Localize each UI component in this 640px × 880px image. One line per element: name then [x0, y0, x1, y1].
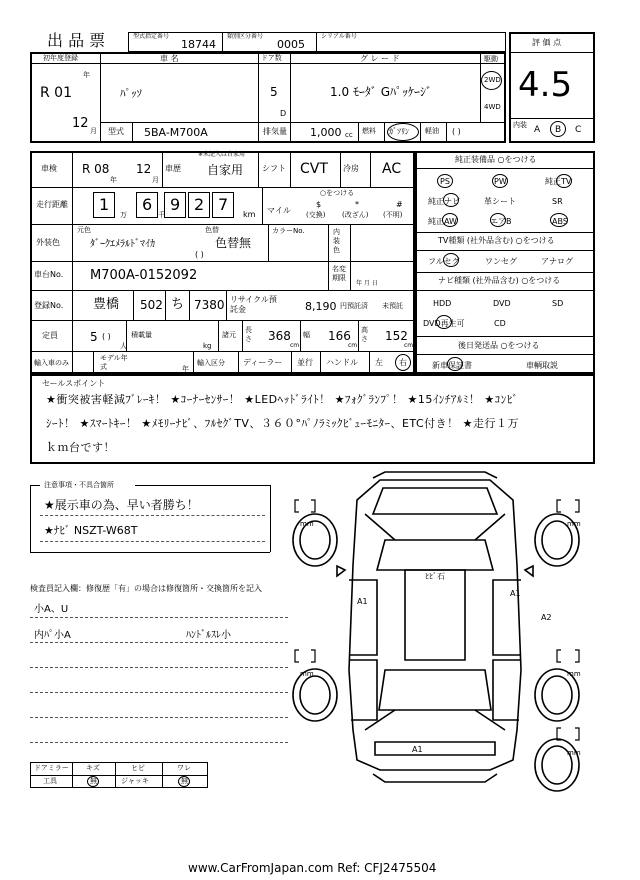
registration-number: 7380	[194, 298, 225, 312]
air-conditioning: AC	[382, 161, 402, 177]
car-name: ﾊﾟｯｿ	[120, 87, 142, 100]
first-registration-month: 12	[72, 116, 89, 131]
length: 368	[268, 329, 291, 343]
interior-grade-circle	[550, 121, 566, 137]
model-designation-number: 18744	[181, 38, 216, 51]
grade: 1.0 ﾓｰﾀﾞ Gﾊﾟｯｹｰｼﾞ	[330, 85, 433, 99]
note-line: ★ﾅﾋﾞ NSZT-W68T	[44, 524, 138, 537]
class-number: 0005	[277, 38, 305, 51]
footer-reference: www.CarFromJapan.com Ref: CFJ2475504	[188, 861, 437, 875]
damage-mark-right: A2	[541, 613, 552, 622]
inspector-note: 内ﾊﾟ小A	[34, 630, 71, 641]
inspection-expiry: R 08	[82, 162, 110, 176]
mileage-digit: 6	[142, 195, 153, 214]
chassis-number: M700A-0152092	[90, 268, 198, 283]
mileage-digit: 9	[170, 195, 181, 214]
drive-2wd-circle	[481, 71, 502, 90]
auction-grade: 4.5	[518, 65, 573, 105]
damage-mark-windshield: ﾋﾋﾞ石	[425, 572, 445, 581]
sales-point-line: ★衝突被害軽減ﾌﾞﾚｰｷ！ ★ｺｰﾅｰｾﾝｻｰ！ ★LEDﾍｯﾄﾞﾗｲﾄ！ ★ﾌｫｸﾞﾗﾝﾌﾟ！ ★15ｲﾝﾁｱﾙﾐ！ ★ｺﾝﾋﾞ	[46, 393, 519, 406]
door-count: 5	[270, 85, 278, 99]
recycle-fee: 8,190	[305, 300, 337, 313]
displacement: 1,000	[310, 126, 342, 139]
sales-point-line: ｋｍ台です！	[46, 441, 115, 454]
sales-point-line: ｼｰﾄ！ ★ｽﾏｰﾄｷｰ！ ★ﾒﾓﾘｰﾅﾋﾞ、ﾌﾙｾｸﾞTV、３６０°ﾊﾟﾉﾗﾐｯｸﾋﾞｭｰﾓﾆﾀｰ、ETC付き！ ★走行１万	[46, 417, 520, 430]
mileage-digit: 1	[99, 195, 110, 214]
seating-capacity: 5	[90, 330, 98, 344]
first-registration-year: R 01	[40, 85, 72, 101]
damage-mark-right-front: A1	[510, 589, 521, 598]
car-damage-diagram	[285, 470, 595, 810]
model-code: 5BA-M700A	[144, 126, 208, 139]
sheet-title: 出 品 票	[47, 31, 106, 50]
mileage-digit: 2	[194, 195, 205, 214]
width: 166	[328, 329, 351, 343]
exterior-color: ﾀﾞｰｸｴﾒﾗﾙﾄﾞﾏｲｶ	[90, 239, 155, 250]
mileage-digit: 7	[218, 195, 229, 214]
damage-mark-left: A1	[357, 597, 368, 606]
transmission: CVT	[300, 161, 328, 177]
height: 152	[385, 329, 408, 343]
note-line: ★展示車の為、早い者勝ち！	[44, 498, 199, 512]
inspector-note: 小A、U	[34, 604, 69, 615]
handle-right-circle	[395, 354, 411, 371]
usage-type: 自家用	[207, 163, 244, 177]
registration-place: 豊橋	[93, 297, 120, 312]
damage-mark-rear: A1	[412, 745, 423, 754]
inspector-note: ﾊﾝﾄﾞﾙｽﾚ小	[186, 630, 231, 641]
fuel-gasoline-circle	[387, 123, 419, 141]
auction-sheet: 出 品 票 型式指定番号 18744 類別区分番号 0005 シリアル番号 評 価 点 4.5 内装 A B C 初年度登録 年 R 01 12 月 車 名 ﾊﾟｯｿ ドア数 5 D グ レ ー ド 1.0 ﾓｰﾀﾞ Gﾊﾟｯｹｰｼﾞ 駆動 2WD 4WD 型式 5BA-M700A 排気量 1,000 cc 燃料 ｶﾞｿﾘﾝ 軽油 ( ) 車検 R 08 年 12 月 車歴 ※未記入は自家用 自家用 シフト CVT 冷房 AC 走行距離 1 万 6 千 9 2 7 km ○をつける マイル $ (交換) * (改ざん) # (不明) 外装色 元色 ﾀﾞｰｸｴﾒﾗﾙﾄﾞﾏｲｶ 色替 色替無 ( ) カラーNo. 内装色 車台No. M700A-0152092 名変期限 年 月 日 登録No. 豊橋 502 ち 7380 リサイクル預託金 8,190 円預託済 未預託 定員 5 ( ) 人 積載量 kg 諸元 長さ 368 cm 幅 166 cm 高さ 152 cm 輸入車のみ モデル年式 年 輸入区分 ディーラー 並行 ハンドル 左 右 純正装備品 ○をつける PS PW 純正TV 純正ナビ 革シート SR 純正AW エアB ABS TV種類 (社外品含む) ○をつける フルセグ ワンセグ アナログ ナビ種類 (社外品含む) ○をつける HDD DVD SD DVD再生可 CD 後日発送品 ○をつける 新車保証書 車輌取説 セールスポイント ★衝突被害軽減ﾌﾞﾚｰｷ！ ★ｺｰﾅｰｾﾝｻｰ！ ★LEDﾍｯﾄﾞﾗｲﾄ！ ★ﾌｫｸﾞﾗﾝﾌﾟ！ ★15ｲﾝﾁｱﾙﾐ！ ★ｺﾝﾋﾞ ｼｰﾄ！ ★ｽﾏｰﾄｷｰ！ ★ﾒﾓﾘｰﾅﾋﾞ、ﾌﾙｾｸﾞTV、３６０°ﾊﾟﾉﾗﾐｯｸﾋﾞｭｰﾓﾆﾀｰ、ETC付き！ ★走行１万 ｋｍ台です！ 注意事項・不具合箇所 ★展示車の為、早い者勝ち！ ★ﾅﾋﾞ NSZT-W68T 検査員記入欄：修復歴「有」の場合は修復箇所・交換箇所を記入 小A、U 内ﾊﾟ小A ﾊﾝﾄﾞﾙｽﾚ小 ドアミラー キズ ヒビ ワレ 工具 無 ジャッキ 無 mm mm mm mm mm ﾋﾋﾞ石 A1 A1 A2 A1 www.CarFromJapan.com Ref: CFJ2475504	[0, 0, 640, 880]
color-change: 色替無	[215, 236, 252, 250]
